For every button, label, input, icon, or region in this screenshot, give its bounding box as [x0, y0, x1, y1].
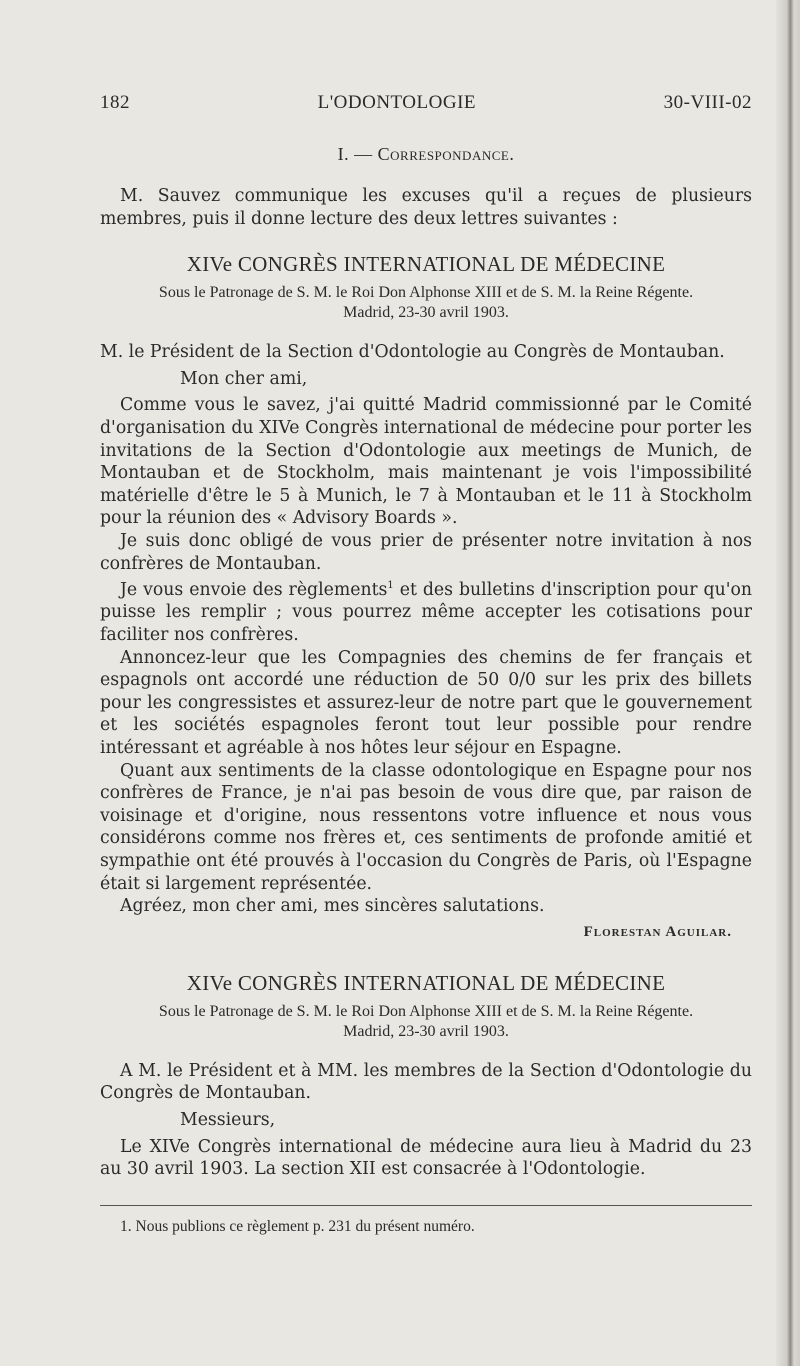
letter-1-signature: Florestan Aguilar.	[583, 923, 732, 940]
letter-1-paragraph: Je suis donc obligé de vous prier de présenter notre invitation à nos confrères de Montauban.	[100, 530, 752, 574]
letter-2-place-date: Madrid, 23-30 avril 1903.	[343, 1022, 509, 1040]
section-title: Correspondance.	[377, 144, 515, 164]
reglement-text: Je vous envoie des règlements	[120, 579, 388, 600]
letter-2-patronage: Sous le Patronage de S. M. le Roi Don Alphonse XIII et de S. M. la Reine Régente.	[158, 1002, 694, 1020]
letter-2-paragraph: Le XIVe Congrès international de médecine aura lieu à Madrid du 23 au 30 avril 1903. La section XII est consacrée à l'Odontologie.	[100, 1136, 752, 1180]
section-heading	[100, 144, 752, 165]
letter-1-patronage: Sous le Patronage de S. M. le Roi Don Alphonse XIII et de S. M. la Reine Régente.	[158, 284, 694, 302]
reglement-text-rest: et des bulletins d'inscription pour qu'on puisse les remplir ; vous pourrez même accepter les cotisations pour faciliter nos confrères.	[100, 579, 752, 646]
letter-1-place-date: Madrid, 23-30 avril 1903.	[343, 304, 509, 322]
letter-1	[100, 252, 752, 941]
letter-2-recipient: A M. le Président et à MM. les membres de la Section d'Odontologie du Congrès de Montauban.	[100, 1060, 752, 1104]
issue-date: 30-VIII-02	[663, 92, 752, 113]
running-header	[100, 92, 752, 114]
letter-1-paragraph: Annoncez-leur que les Compagnies des chemins de fer français et espagnols ont accordé une réduction de 50 0/0 sur les prix des billets pour les congressistes et assurez-leur de notre part que le gouvernement et les sociétés espagnoles feront tout leur possible pour rendre intéressant et agréable à nos hôtes leur séjour en Espagne.	[100, 647, 752, 759]
page-number: 182	[100, 92, 130, 113]
letter-2-salutation: Messieurs,	[180, 1109, 276, 1130]
journal-title: L'ODONTOLOGIE	[317, 92, 477, 113]
footnote-divider	[100, 1205, 752, 1206]
letter-1-congress-title: XIVe CONGRÈS INTERNATIONAL DE MÉDECINE	[186, 252, 666, 277]
letter-1-paragraph: Quant aux sentiments de la classe odontologique en Espagne pour nos confrères de France, je n'ai pas besoin de vous dire que, par raison de voisinage et d'origine, nous ressentons votre influence et nous vous considérons comme nos frères et, ces sentiments de profonde amitié et sympathie ont été prouvés à l'occasion du Congrès de Paris, où l'Espagne était si largement représentée.	[100, 760, 752, 894]
letter-1-closing: Agréez, mon cher ami, mes sincères salutations.	[120, 896, 545, 917]
letter-1-paragraph: Comme vous le savez, j'ai quitté Madrid commissionné par le Comité d'organisation du XIVe Congrès international de médecine pour porter les invitations de la Section d'Odontologie aux meetings de Munich, de Montauban et de Stockholm, mais maintenant je vois l'impossibilité matérielle d'être le 5 à Munich, le 7 à Montauban et le 11 à Stockholm pour la réunion des « Advisory Boards ».	[100, 395, 752, 529]
page-edge-shadow	[776, 0, 800, 1366]
footnote-marker: 1	[387, 580, 394, 592]
intro-paragraph: M. Sauvez communique les excuses qu'il a reçues de plusieurs membres, puis il donne lecture des deux lettres suivantes :	[100, 186, 752, 229]
letter-1-paragraph	[100, 575, 752, 647]
letter-2	[100, 971, 752, 1181]
document-page	[100, 92, 752, 1236]
section-number: I. —	[337, 144, 373, 164]
letter-1-recipient: M. le Président de la Section d'Odontologie au Congrès de Montauban.	[100, 342, 725, 363]
letter-2-congress-title: XIVe CONGRÈS INTERNATIONAL DE MÉDECINE	[186, 970, 666, 995]
letter-1-salutation: Mon cher ami,	[180, 368, 308, 389]
footnote: 1. Nous publions ce règlement p. 231 du présent numéro.	[120, 1217, 475, 1235]
